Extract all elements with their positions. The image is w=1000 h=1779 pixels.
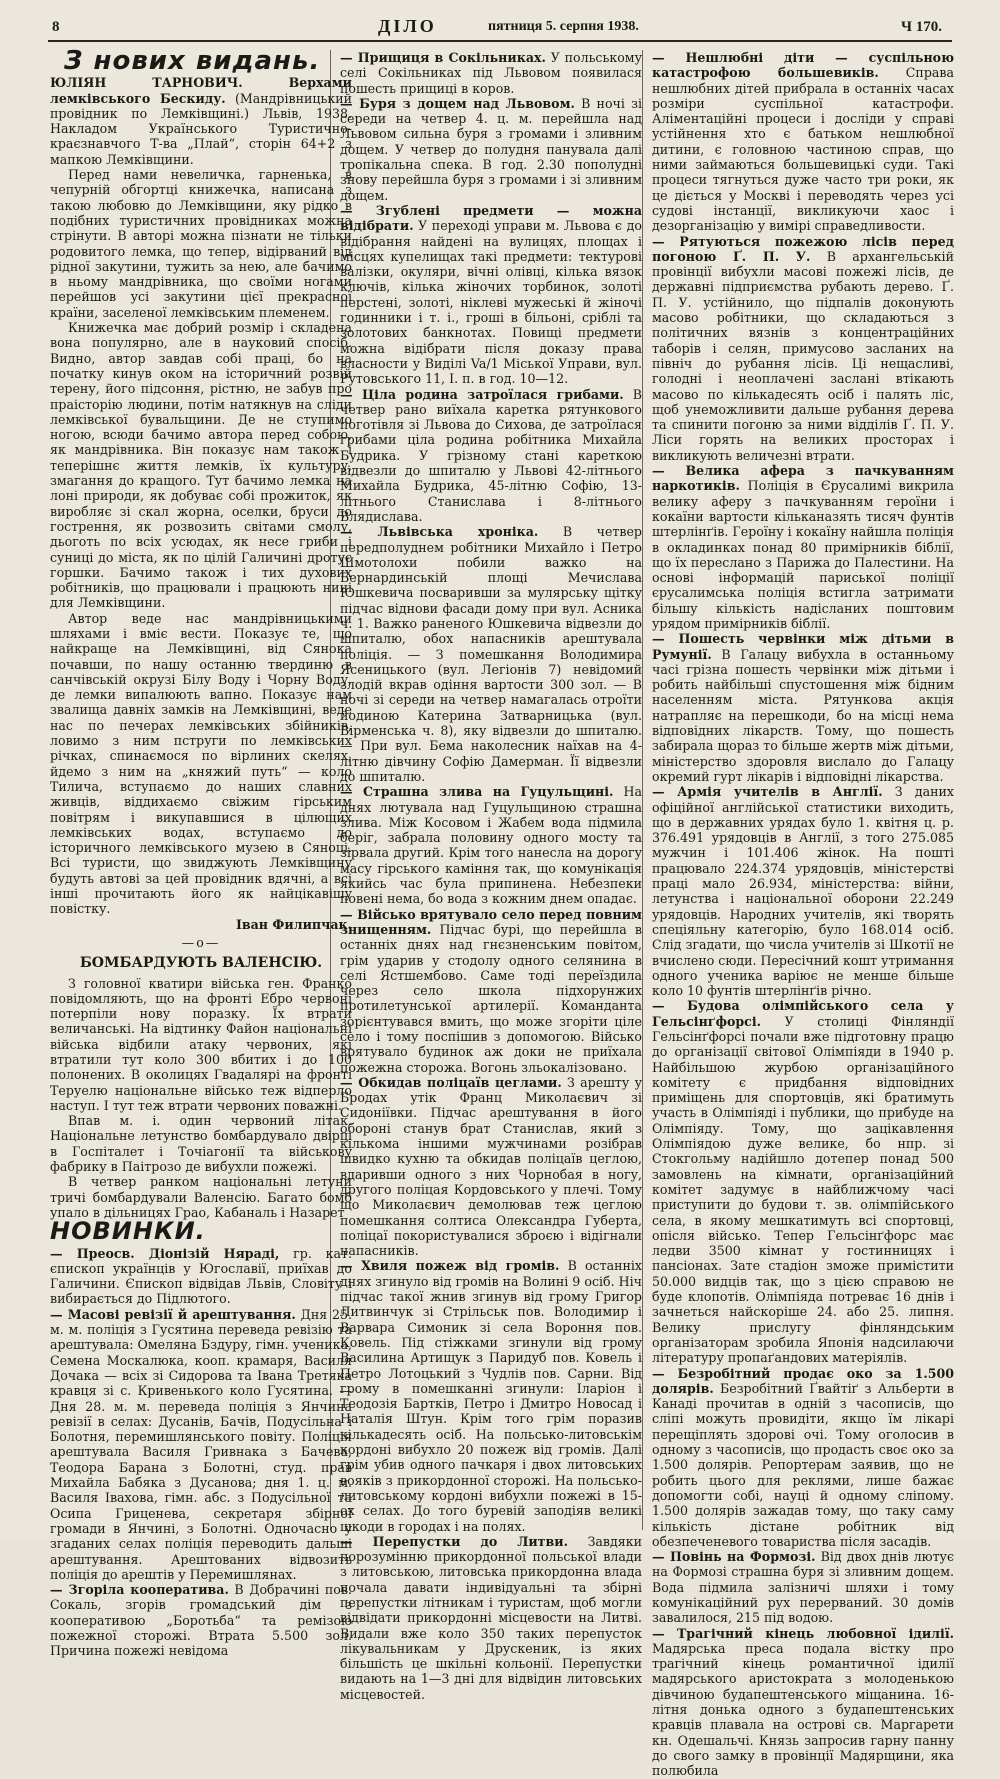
review-paragraph: Книжечка має добрий розмір і складена вона популярно, але в науковий спосіб. Видно, автор завдав собі праці, бо на початку кинув оком на історичний розвій терену, його підсоння, рістню, не забув про праісторію людини, потім натякнув на сліди лемківської бувальщини. Де не ступимо ногою, всюди бачимо автора перед собою, як мандрівника. Він показує нам також і теперішнє життя лемків, їх культуру, змагання до кращого. Тут бачимо лемка на лоні природи, як добуває собі прожиток, як виробляє зі скал жорна, оселки, бруси до гострення, як розвозить світами смолу, дьоготь по всіх усюдах, як несе гриби і суниці до міста, як по цілій Галичині дротує горшки. Бачимо також і тих духових робітників, що працювали і працюють нині для Лемківщини. xyxy=(50,320,352,611)
news-item-text: У польському селі Сокільниках під Львовом появилася пошесть прищиці в коров. xyxy=(340,50,642,96)
news-item-title: — Пошесть червінки між дітьми в Румунії. xyxy=(652,631,954,662)
news-item-text: У столиці Фінляндії Гельсінґфорсі почали вже підготовну працю до організації світової Олімпіяди в 1940 р. Найбільшою журбою організаційного комітету є придбання відповідних приміщень для спортовців, які братимуть участь в Олімпіяді і публики, що прибуде на Олімпіяду. Тому, що зацікавлення Олімпіядою дуже велике, бо нпр. зі Стокгольму надійшло дотепер понад 500 замовлень на кімнати, організаційний комітет задумує в найближчому часі приступити до будови т. зв. олімпійського села, в якому мешкатимуть всі спортовці, опісля військо. Тепер Гельсінґфорс має ледви 3500 кімнат у гостинницях і пансіонах. Зате стадіон зможе примістити 50.000 видців так, що з цією справою не буде клопотів. Олімпіяда потреває 16 днів і зачнеться найскоріше 24. або 25. липня. Велику прислугу фінляндським організаторам зробила Японія надсилаючи літературу пропаґандових матеріялів. xyxy=(652,1013,954,1366)
news-item-text: У переході управи м. Львова є до відібрання найдені на вулицях, площах і місцях купелищах такі предмети: тектурові валізки, окуляри, вічні олівці, кілька вязок ключів, кілька жіночих торбинок, золоті перстені, золоті, ніклеві мужеські й жіночі годинники і т. і., гроші в більоні, сріблі та золотових банкнотах. Повищі предмети можна відібрати після доказу права власности у Виділі Va/1 Міської Управи, вул. Рутовського 11, І. п. в год. 10—12. xyxy=(340,218,642,387)
news-item-text: В Добрачині пов. Сокаль, згорів громадський дім з кооперативою „Боротьба“ та ремізою пожежної сторожі. Втрата 5.500 зол. Причина пожежі невідома xyxy=(50,1582,352,1659)
news-item xyxy=(340,1534,642,1702)
page-header xyxy=(48,14,948,40)
news-item-title: — Рятуються пожежою лісів перед погоною Ґ. П. У. xyxy=(652,233,954,264)
news-item-title: — Буря з дощем над Львовом. xyxy=(340,95,575,111)
news-item-text: В останніх днях згинуло від громів на Волині 9 осіб. Ніч підчас такої жнив згинув від грому Григор Литвинчук зі Стрільськ пов. Володимир і Варвара Симоник зі села Вороння пов. Ковель. Під стіжками згинули від грому Василина Артищук з Паридуб пов. Ковель і Петро Лотоцький з Чудлів пов. Сарни. Від грому в помешканні згинули: Іларіон і Теодозія Бартків, Петро і Дмитро Новосад і Наталія Штун. Крім того грім поразив кількадесять осіб. На польсько-литовськім кордоні вибухло 20 пожеж від громів. Далі грім убив одного пачкаря і двох литовських вояків з прикордонної сторожі. На польсько-литовському кордоні вибухли пожежі в 15-ох селах. До того буревій заподіяв великі шкоди в городах і на полях. xyxy=(340,1258,643,1534)
news-item-title: — Будова олімпійського села у Гельсінґфорсі. xyxy=(652,998,954,1029)
news-item-text: В архангельській провінції вибухли масові пожежі лісів, де державні підприємства рубають дерево. Ґ. П. У. устійнило, що підпалів доконують масово робітники, що складаються з політичних вязнів з концентраційних таборів і селян, примусово засланих на північ до рубання лісів. Ці нещасливі, голодні і неоплачені заслані втікають масово по кількадесять осіб і палять ліс, щоб унеможливити дальше рубання дерева та спинити погоню за ними відділів Ґ. П. У. Ліси горять на великих просторах і викликують величезні втрати. xyxy=(652,248,954,463)
news-item-text: Безробітний Ґвайтіґ з Альберти в Канаді прочитав в одній з часописів, що сліпі можуть провидіти, якщо їм лікарі перещіплять здорові очі. Тому оголосив в одному з часописів, що продасть своє око за 1.500 долярів. Репортерам заявив, що не робить цього для реклями, лише бажає допомогти собі, науці й одному сліпому. 1.500 долярів зажадав тому, що таку саму кількість дістане робітник від обезпеченевого товариства після засадів. xyxy=(652,1380,954,1549)
news-item-title: — Трагічний кінець любовної ідилії. xyxy=(652,1625,954,1641)
news-item-text: Поліція в Єрусалимі викрила велику аферу з пачкуванням героїни і кокаїни вартости кільканазять тисяч фунтів штерлінґів. Героїну і кокаїну найшла поліція в окладинках понад 80 примірників біблії, що їх переслано з Парижа до Палестини. На основі інформацій париської поліції єрусалимська поліція встигла затримати більшу кількість надісланих поштовим урядом примірників біблії. xyxy=(652,478,954,631)
news-item-title: — Армія учителів в Англії. xyxy=(652,784,883,800)
news-item-title: — Згублені предмети — можна відібрати. xyxy=(340,202,642,234)
news-item xyxy=(652,631,954,784)
news-item xyxy=(652,998,954,1365)
news-item-text: Підчас бурі, що перейшла в останніх днях над гнєзненським повітом, грім ударив у стодолу одного селянина в селі Ястшембово. Саме тоді переїздила через село школа підхорунжих протилетунської артилерії. Команданта зорієнтувався вмить, що може згоріти ціле село і тому поспішив з допомогою. Військо врятувало будинок аж доки не приїхала пожежна сторожа. Вогонь зльокалізовано. xyxy=(340,921,642,1075)
section-title-news: НОВИНКИ. xyxy=(50,1217,206,1246)
news-item-title: — Безробітний продає око за 1.500 долярів. xyxy=(652,1365,954,1396)
header-rule xyxy=(48,40,952,42)
column-3 xyxy=(652,50,955,1779)
news-item-text: В четвер передполуднем робітники Михайло і Петро Шмотолохи побили важко на Бернардинській площі Мечислава Юшкевича посваривши за мулярську щітку підчас віднови фасади дому при вул. Асника ч. 1. Важко раненого Юшкевича відвезли до шпиталю, обох напасників арештувала поліція. — З помешкання Володимира Ясеницького (вул. Легіонів 7) невідомий злодій вкрав одіння вартости 300 зол. — В ночі зі середи на четвер намагалась отроїти йодиною Катерина Затварницька (вул. Вірменська ч. 8), яку відвезли до шпиталю. — При вул. Бема наколесник наїхав на 4-літню дівчину Софію Дамерман. Її відвезли до шпиталю. xyxy=(340,524,642,784)
news-item-text: Від двох днів лютує на Формозі страшна буря зі зливним дощем. Вода підмила залізничі шляхи і тому комунікаційний рух перерваний. 30 домів завалилося, 215 під водою. xyxy=(652,1549,954,1626)
news-item-title: — Перепустки до Литви. xyxy=(340,1533,568,1549)
news-item-text: Справа нешлюбних дітей прибрала в останніх часах розміри суспільної катастрофи. Аліментаційні процеси і досліди у справі устійнення хто є батьком нешлюбної дитини, є головною частиною справ, що ними займаються большевицькі суди. Такі процеси тягнуться дуже часто три роки, як це діється у Москві і переводять через усі судові інстанції, викликуючи хаос і дезорганізацію у вимірі справедливости. xyxy=(652,65,954,234)
review-heading xyxy=(50,75,352,167)
news-item-title: — Згоріла кооператива. xyxy=(50,1582,229,1598)
news-item xyxy=(340,203,642,387)
news-item xyxy=(340,1258,642,1533)
news-item xyxy=(340,50,642,96)
news-item-text: На днях лютувала над Гуцульщиною страшна злива. Між Косовом і Жабем вода підмила беріг, забрала половину одного мосту та зірвала другий. Крім того нанесла на дорогу масу гірського каміння так, що комунікація якийсь час була припинена. Небезпеки повені нема, бо вода з кожним днем опадає. xyxy=(340,784,642,907)
column-divider xyxy=(642,50,643,1530)
issue-date: пятниця 5. серпня 1938. xyxy=(488,19,639,34)
news-item-text: В Галацу вибухла в останньому часі грізна пошесть червінки між дітьми і робить найбільші спустошення між бідним населенням міста. Рятункова акція натрапляє на перешкоди, бо на місці нема відповідних лікарств. Тому, що пошесть забирала щораз то більше жертв між дітьми, міністерство здоровля вислало до Галацу окремий гурт лікарів і відповідні лікарства. xyxy=(652,646,954,784)
news-item-text: Завдяки порозумінню прикордонної польської влади з литовською, литовська прикордонна влада почала давати індивідуальні та збірні перепустки літникам і туристам, щоб могли відвідати прикордонні місцевости на Литві. Видали вже коло 350 таких перепусток лікувальникам у Друскеник, із яких більшість це шкільні кольонії. Перепустки видають на 1—3 дні для відвідин литовських місцевостей. xyxy=(340,1533,642,1702)
news-item xyxy=(340,907,642,1075)
news-item xyxy=(652,234,954,463)
review-title: ЮЛІЯН ТАРНОВИЧ. Верхами лемківського Бескиду. xyxy=(50,75,352,106)
news-item-title: — Преосв. Діонізій Няраді, xyxy=(50,1245,280,1261)
news-item-title: — Хвиля пожеж від громів. xyxy=(340,1258,560,1274)
column-1 xyxy=(50,46,352,1659)
news-item xyxy=(340,96,642,203)
column-2 xyxy=(340,50,643,1702)
news-item-text: З даних офіційної англійської статистики виходить, що в державних урядах було 1. квітня ц. р. 376.491 урядовців в Англії, з того 275.085 мужчин і 101.406 жінок. На пошті працювало 224.374 урядовців, міністерстві праці мало 26.934, міністерства: війни, летунства і національної оборони 22.249 урядовців. Народних учителів, які творять спеціяльну категорію, було 168.014 осіб. Слід згадати, що числа учителів зі Шкотії не вчислено сюди. Пересічний кошт утримання одного ученика варіює не менше більше коло 10 фунтів штерлінґів річно. xyxy=(652,784,955,999)
news-item-title: — Повінь на Формозі. xyxy=(652,1549,816,1565)
news-item xyxy=(340,524,642,784)
news-item xyxy=(340,1075,642,1259)
page-number: 8 xyxy=(52,19,60,35)
news-item-title: — Прищиця в Сокільниках. xyxy=(340,50,546,65)
news-item xyxy=(652,1366,954,1550)
news-item-title: — Масові ревізії й арештування. xyxy=(50,1306,296,1322)
news-item-text: Дня 25. м. м. поліція з Гусятина переведа ревізію та арештувала: Омеляна Бздуру, гімн. ученика, Семена Москалюка, кооп. крамаря, Василя Дочака — всіх зі Сидорова та Івана Третяка кравця зі с. Кривенького коло Гусятина. — Дня 28. м. м. переведа поліція з Янчина ревізії в селах: Дусанів, Бачів, Подусільна і Болотня, перемишлянського повіту. Поліція арештувала Василя Гривнака з Бачева, Теодора Барана з Болотні, студ. прав Михайла Бабяка з Дусанова; дня 1. ц. м. Василя Івахова, гімн. абс. з Подусільної та Осипа Гриценева, секретаря збірної громади в Янчині, з Болотні. Одночасно у згаданих селах поліція переводить дальші арештування. Арештованих відвозить поліція до арештів у Перемишлянах. xyxy=(50,1306,352,1582)
news-item xyxy=(340,387,642,525)
news-item-title: — Нешлюбні діти — суспільною катастрофою большевиків. xyxy=(652,50,954,81)
news-item-text: гр. кат. єпископ українців у Югославії, приїхав до Галичини. Єпископ відвідав Львів, Словіту і вибирається до Підлютого. xyxy=(50,1245,352,1307)
article-paragraph: В четвер ранком національні летуни тричі бомбардували Валенсію. Багато бомб упало в дільницях Грао, Кабаналь і Назарет xyxy=(50,1174,352,1220)
review-bibliography: (Мандрівницький провідник по Лемківщині.) Львів, 1938. Накладом Українського Туристично-краєзнавчого Т-ва „Плай“, сторін 64+2 з мапкою Лемківщини. xyxy=(50,90,352,167)
masthead: ДІЛО xyxy=(378,16,437,36)
news-item-title: — Ціла родина затроїлася грибами. xyxy=(340,386,624,402)
news-item-text: В четвер рано виїхала каретка рятункового поготівля зі Львова до Сихова, де затроїлася грибами ціла родина робітника Михайла Будрика. У грізному стані кареткою відвезли до шпиталю у Львові 42-літнього Михайла Будрика, 45-літню Софію, 13-літнього Станислава і 8-літнього Влядислава. xyxy=(340,386,642,524)
news-item xyxy=(652,1626,954,1779)
news-item-text: З арешту у Бродах утік Франц Миколаєвич зі Сидоніївки. Підчас арештування в його обороні станув брат Станислав, який з кількома іншими мужчинами розібрав швидко кухню та обкидав поліцаїв цеглою, вдаривши одного з них Чорнобая в ногу, другого поліцая Кордовського у плечі. Тому що Миколаєвич демолював теж цеглою помешкання солтиса Олександра Губерта, поліцаї покористувалися зброєю і відігнали напасників. xyxy=(340,1074,642,1259)
news-item xyxy=(50,1307,352,1582)
news-item-text: Мадярська преса подала вістку про трагічний кінець романтичної ідилії мадярського аристократа з молоденькою дівчиною будапештенського міщанина. 16-літня донька одного з будапештенських кравців плавала на острові св. Маргарети кн. Одешальчі. Князь запросив гарну панну до свого замку в провінції Мадярщини, яка полюбила xyxy=(652,1640,954,1779)
article-title-valencia: БОМБАРДУЮТЬ ВАЛЕНСІЮ. xyxy=(79,955,323,972)
news-item xyxy=(652,784,954,998)
news-item-title: — Львівська хроніка. xyxy=(340,524,539,540)
issue-number: Ч 170. xyxy=(900,19,942,35)
review-paragraph: Перед нами невеличка, гарненька, в чепурній обгортці книжечка, написана з такою любовю до Лемківщини, яку рідко в подібних туристичних провідниках можна стрінути. В авторі можна пізнати не тільки родовитого лемка, що тепер, відірваний від рідної закутини, тужить за нею, але бачимо в ньому мандрівника, що своїми ногами перейшов усі закутини цієї прекрасної країни, заселеної лемківським племенем. xyxy=(50,167,352,320)
review-paragraph: Автор веде нас мандрівницькими шляхами і вміє вести. Показує те, що найкраще на Лемківщині, від Сянока почавши, по нашу останню твердиню в санчівській окрузі Білу Воду і Чорну Воду, де лемки випалюють вапно. Показує нам звалища давніх замків на Лемківщині, веде нас по печерах лемківських збійників, ловимо з ним пструги по лемківських річках, спинаємося по вірлиних скелях, йдемо з ним на „княжий путь“ — коло Тилича, вступаємо до наших славних живців, віддихаємо свіжим гірським повітрям і викупавшися в цілющих лемківських водах, вступаємо до історичного лемківського музею в Сяноці. Всі туристи, що звиджують Лемківщину будуть автові за цей провідник вдячні, а всі інші прочитають його як найцікавішу повістку. xyxy=(50,610,352,917)
news-item-title: — Страшна злива на Гуцульщині. xyxy=(340,784,614,800)
news-item-title: — Обкидав поліцаїв цеглами. xyxy=(340,1074,562,1090)
news-item xyxy=(340,784,642,906)
review-signature: Іван Филипчак. xyxy=(236,916,352,932)
news-item-text: В ночі зі середи на четвер 4. ц. м. перейшла над Львовом сильна буря з громами і зливним дощем. У четвер до полудня панувала далі тропікальна спека. В год. 2.30 пополудні знову перейшла буря з громами і зі зливним дощем. xyxy=(340,95,642,203)
article-divider: —o— xyxy=(181,934,221,950)
news-item xyxy=(652,463,954,631)
article-paragraph: З головної кватири війська ген. Франко повідомляють, що на фронті Ебро червоні потерпіли нову поразку. Їх втрати величанські. На відтинку Файон національні війська відбили атаку червоних, які втратили тут коло 300 вбитих і до 100 полонених. В околицях Гвадалярі на фронті Теруелю національне військо теж відперло наступ. І тут теж втрати червоних поважні. xyxy=(50,975,352,1113)
news-item-title: — Велика афера з пачкуванням наркотиків. xyxy=(652,463,954,494)
article-paragraph: Впав м. і. один червоний літак. Національне летунство бомбардувало двірці в Госпіталет і Точіагонії та військову фабрику в Паітрозо де вибухли пожежі. xyxy=(50,1113,352,1175)
news-item xyxy=(652,50,954,234)
news-item xyxy=(50,1582,352,1658)
news-item xyxy=(50,1246,352,1307)
news-item xyxy=(652,1549,954,1625)
section-title-new-publications: З нових видань. xyxy=(64,46,321,76)
news-item-title: — Військо врятувало село перед повним знищенням. xyxy=(340,906,642,937)
